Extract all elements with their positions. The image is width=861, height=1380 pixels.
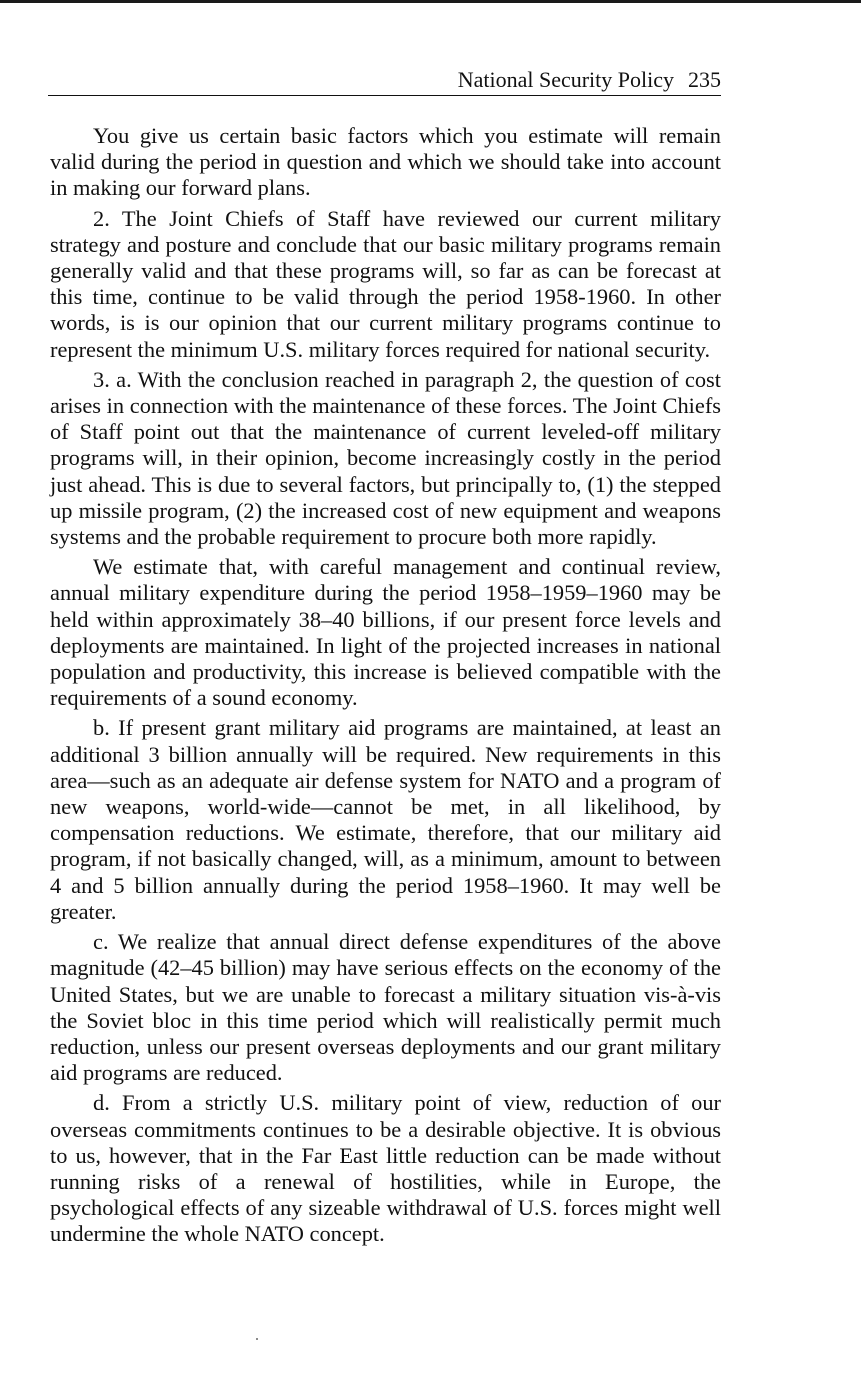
- paragraph-3c: c. We realize that annual direct defense expenditures of the above magnitude (42–45 billion) may have serious effects on the economy of the United States, but we are unable to forecast a military situation vis-à-vis the Soviet bloc in this time period which will realistically permit much reduction, unless our present overseas deployments and our grant military aid programs are reduced.: [50, 929, 721, 1086]
- paragraph-2: 2. The Joint Chiefs of Staff have reviewed our current military strategy and posture and conclude that our basic military programs remain generally valid and that these programs will, so far as can be forecast at this time, continue to be valid through the period 1958-1960. In other words, is is our opinion that our current military programs continue to represent the minimum U.S. military forces required for national security.: [50, 205, 721, 362]
- running-header: [48, 66, 721, 96]
- running-header-title: National Security Policy: [457, 67, 674, 92]
- paragraph-3a: 3. a. With the conclusion reached in paragraph 2, the question of cost arises in connection with the maintenance of these forces. The Joint Chiefs of Staff point out that the maintenance of current leveled-off military programs will, in their opinion, become increasingly costly in the period just ahead. This is due to several factors, but principally to, (1) the stepped up missile program, (2) the increased cost of new equipment and weapons systems and the probable requirement to procure both more rapidly.: [50, 366, 721, 550]
- paragraph-3a-estimate: We estimate that, with careful management and continual review, annual military expenditure during the period 1958–1959–1960 may be held within approximately 38–40 billions, if our present force levels and deployments are maintained. In light of the projected increases in national population and productivity, this increase is believed compatible with the requirements of a sound economy.: [50, 554, 721, 711]
- body-text: [50, 123, 721, 1252]
- paragraph-3b: b. If present grant military aid programs are maintained, at least an additional 3 billion annually will be required. New requirements in this area—such as an adequate air defense system for NATO and a program of new weapons, world-wide—cannot be met, in all likelihood, by compensation reductions. We estimate, therefore, that our military aid program, if not basically changed, will, as a minimum, amount to between 4 and 5 billion annually during the period 1958–1960. It may well be greater.: [50, 715, 721, 924]
- scan-speck: [256, 1338, 258, 1340]
- running-header-text: [458, 66, 721, 94]
- page-number: 235: [688, 67, 721, 92]
- page-top-edge: [0, 0, 861, 3]
- paragraph-intro: You give us certain basic factors which you estimate will remain valid during the period in question and which we should take into account in making our forward plans.: [50, 123, 721, 201]
- paragraph-3d: d. From a strictly U.S. military point of view, reduction of our overseas commitments continues to be a desirable objective. It is obvious to us, however, that in the Far East little reduction can be made without running risks of a renewal of hostilities, while in Europe, the psychological effects of any sizeable withdrawal of U.S. forces might well undermine the whole NATO concept.: [50, 1090, 721, 1247]
